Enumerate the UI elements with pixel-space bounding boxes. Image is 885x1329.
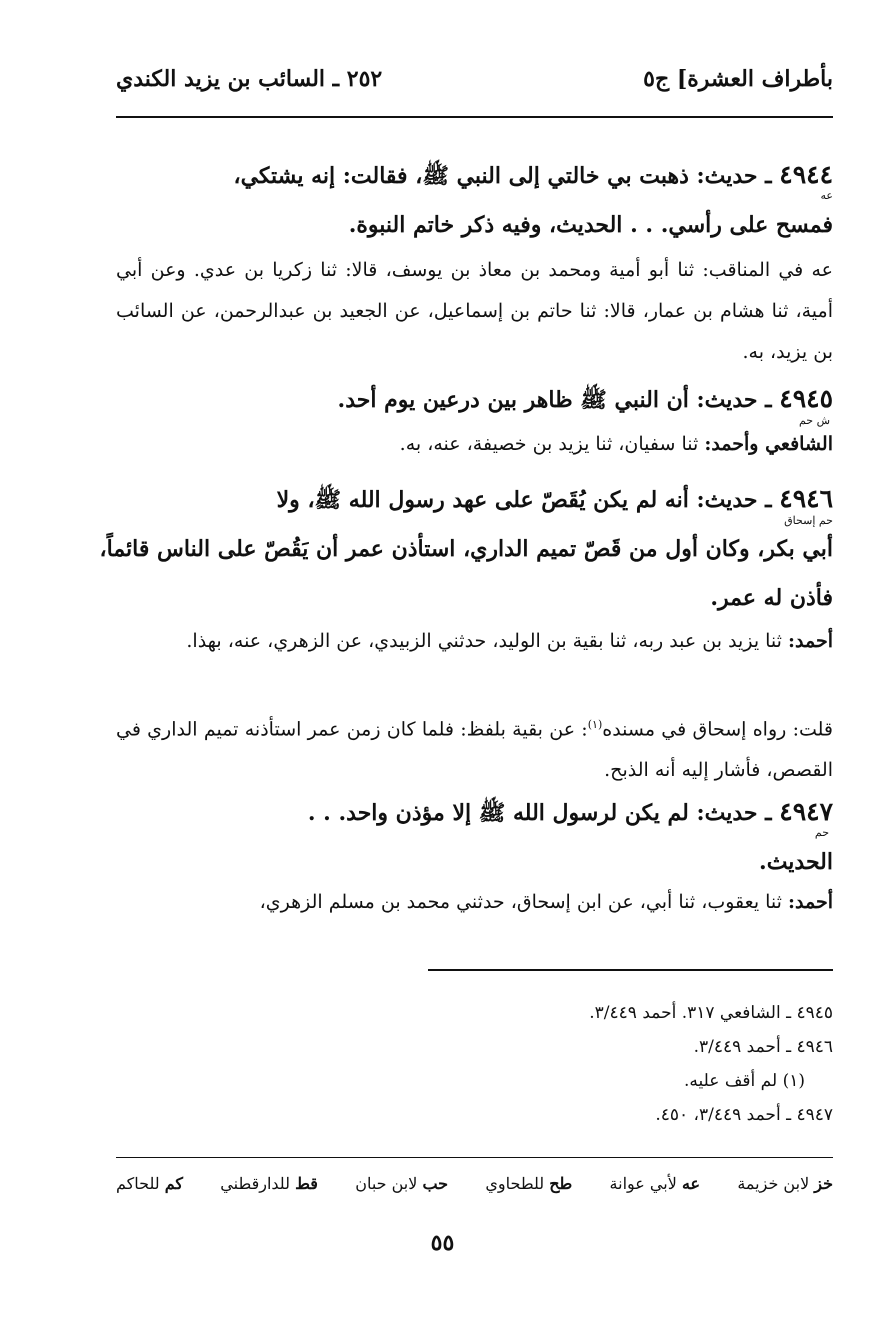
hadith-text: ٤٩٤٥ ـ حديث: أن النبي ﷺ ظاهر بين درعين يوم أحد. xyxy=(337,384,833,413)
footnote-line: (١) لم أقف عليه. xyxy=(684,1071,805,1091)
isnad-4945: الشافعي وأحمد: ثنا سفيان، ثنا يزيد بن خصيفة، عنه، به. xyxy=(399,433,833,455)
editor-note: قلت: رواه إسحاق في مسنده$^{(١)}$: عن بقية بلفظ: فلما كان زمن عمر استأذنه تميم الداري في القصص، فأشار إليه أنه الذبح. xyxy=(116,718,834,782)
hadith-text: ٤٩٤٧ ـ حديث: لم يكن لرسول الله ﷺ إلا مؤذن واحد. . . xyxy=(307,797,833,826)
source-name: الشافعي وأحمد: xyxy=(704,433,833,455)
hadith-text: ٤٩٤٤ ـ حديث: ذهبت بي خالتي إلى النبي ﷺ، فقالت: إنه يشتكي، xyxy=(233,160,833,189)
source-name: أحمد: xyxy=(788,891,833,913)
hadith-text: فأذن له عمر. xyxy=(710,585,833,611)
hadith-number: ٤٩٤٧ xyxy=(779,797,833,826)
footnotes xyxy=(589,996,833,1132)
hadith-number: ٤٩٤٥ xyxy=(779,384,833,413)
hadith-4945 xyxy=(116,374,833,425)
abbreviation-item: قط للدارقطني xyxy=(220,1174,318,1193)
footnote-line: ٤٩٤٥ ـ الشافعي ٣١٧. أحمد ٣/٤٤٩. xyxy=(589,1003,833,1023)
source-marker: ش حم xyxy=(798,414,830,427)
hadith-number: ٤٩٤٤ xyxy=(779,160,833,189)
hadith-text: الحديث. xyxy=(759,849,833,875)
abbreviation-item: خز لابن خزيمة xyxy=(737,1174,833,1193)
footnote-ref: (١) xyxy=(587,718,603,731)
abbreviation-item: عه لأبي عوانة xyxy=(609,1174,701,1193)
abbreviation-key xyxy=(116,1174,833,1193)
hadith-4946 xyxy=(99,474,833,623)
chapter-title: ٢٥٢ ـ السائب بن يزيد الكندي xyxy=(116,66,383,92)
hadith-text: فمسح على رأسي. . . الحديث، وفيه ذكر خاتم النبوة. xyxy=(348,212,833,238)
hadith-text: أبي بكر، وكان أول من قَصّ تميم الداري، استأذن عمر أن يَقُصّ على الناس قائماً، xyxy=(99,536,833,562)
footnote-line: ٤٩٤٦ ـ أحمد ٣/٤٤٩. xyxy=(693,1037,833,1057)
source-marker: عه xyxy=(820,189,833,202)
running-title: بأطراف العشرة] ج٥ xyxy=(643,66,833,92)
isnad-4947: أحمد: ثنا يعقوب، ثنا أبي، عن ابن إسحاق، حدثني محمد بن مسلم الزهري، xyxy=(259,891,833,913)
hadith-number: ٤٩٤٦ xyxy=(779,484,833,513)
header-rule xyxy=(116,116,833,118)
hadith-text: ٤٩٤٦ ـ حديث: أنه لم يكن يُقَصّ على عهد رسول الله ﷺ، ولا xyxy=(276,484,833,513)
abbreviation-item: طح للطحاوي xyxy=(485,1174,573,1193)
source-name: أحمد: xyxy=(788,630,833,652)
abbreviation-item: كم للحاكم xyxy=(116,1174,183,1193)
bottom-rule xyxy=(116,1157,833,1158)
source-marker: حم إسحاق xyxy=(784,514,833,527)
abbreviation-item: حب لابن حبان xyxy=(355,1174,449,1193)
hadith-4947 xyxy=(116,787,833,887)
footnote-rule xyxy=(428,969,833,971)
page-number: ٥٥ xyxy=(430,1230,455,1256)
isnad-4944: عه في المناقب: ثنا أبو أمية ومحمد بن معاذ بن يوسف، قالا: ثنا زكريا بن عدي. وعن أبي أمية، ثنا هشام بن عمار، قالا: ثنا حاتم بن إسماعيل، عن الجعيد بن عبدالرحمن، عن السائب بن يزيد، به. xyxy=(116,259,833,363)
source-marker: حم xyxy=(814,826,829,839)
isnad-4946: أحمد: ثنا يزيد بن عبد ربه، ثنا بقية بن الوليد، حدثني الزبيدي، عن الزهري، عنه، بهذا. xyxy=(186,630,833,652)
hadith-4944 xyxy=(116,150,833,250)
footnote-line: ٤٩٤٧ ـ أحمد ٣/٤٤٩، ٤٥٠. xyxy=(655,1105,833,1125)
